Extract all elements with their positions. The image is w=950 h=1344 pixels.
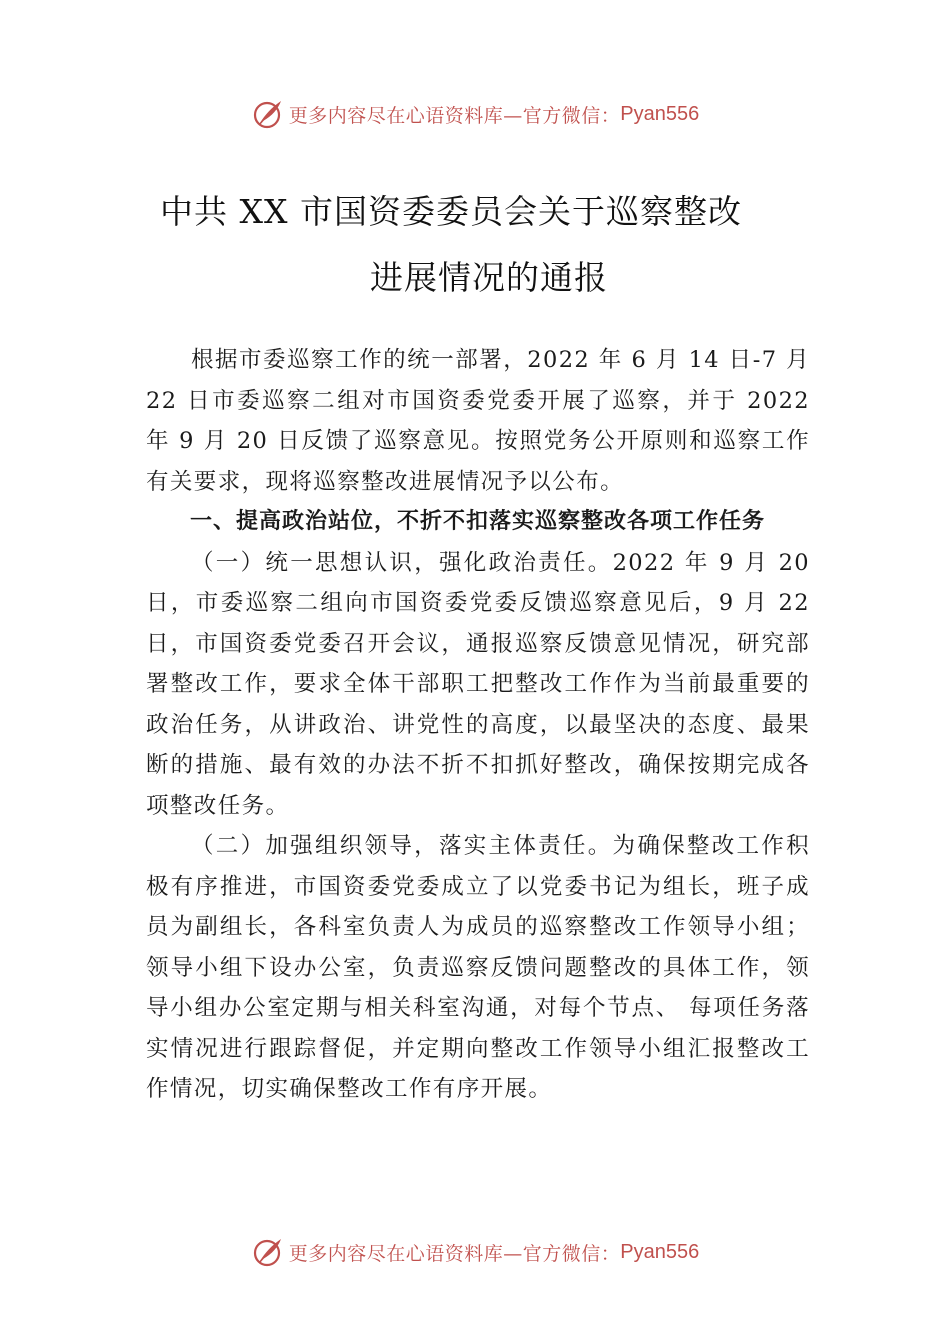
item-1-lead: （一）统一思想认识，强化政治责任。 bbox=[191, 549, 613, 576]
watermark-banner-bottom bbox=[0, 1232, 950, 1272]
watermark-text: 更多内容尽在心语资料库—官方微信： bbox=[288, 104, 621, 127]
item-2-text: 为确保整改工作积极有序推进，市国资委党委成立了以党委书记为组长，班子成员为副组长，各科室负责人为成员的巡察整改工作领导小组；领导小组下设办公室，负责巡察反馈问题整改的具体工作，领导小组办公室定期与相关科室沟通，对每个节点、 每项任务落实情况进行跟踪督促，并定期向整改工作领导小组汇报整改工作情况，切实确保整改工作有序开展。 bbox=[146, 833, 810, 1102]
document-title-line-2: 进展情况的通报 bbox=[370, 258, 608, 297]
intro-paragraph: 根据市委巡察工作的统一部署，2022 年 6 月 14 日-7 月 22 日市委巡察二组对市国资委党委开展了巡察，并于 2022 年 9 月 20 日反馈了巡察意见。按照党务公开原则和巡察工作有关要求，现将巡察整改进展情况予以公布。 bbox=[146, 347, 810, 495]
watermark-account: Pyan556 bbox=[620, 1240, 700, 1263]
feather-pen-seal-icon bbox=[251, 1235, 285, 1269]
item-2-lead: （二）加强组织领导，落实主体责任。 bbox=[191, 833, 613, 859]
feather-pen-seal-icon bbox=[251, 97, 285, 131]
item-2-paragraph bbox=[146, 826, 810, 1110]
item-1-paragraph bbox=[146, 543, 810, 827]
watermark-banner-top bbox=[0, 94, 950, 134]
watermark-account: Pyan556 bbox=[620, 102, 700, 125]
section-heading-1: 一、提高政治站位，不折不扣落实巡察整改各项工作任务 bbox=[190, 509, 766, 534]
item-1-text: 2022 年 9 月 20 日，市委巡察二组向市国资委党委反馈巡察意见后，9 月 22 日，市国资委党委召开会议，通报巡察反馈意见情况，研究部署整改工作，要求全体干部职工把整改工作作为当前最重要的政治任务，从讲政治、讲党性的高度，以最坚决的态度、最果断的措施、最有效的办法不折不扣抓好整改，确保按期完成各项整改任务。 bbox=[146, 549, 811, 819]
document-body bbox=[146, 340, 810, 1110]
document-title-line-1: 中共 XX 市国资委委员会关于巡察整改 bbox=[160, 192, 742, 231]
watermark-text: 更多内容尽在心语资料库—官方微信： bbox=[288, 1242, 621, 1265]
